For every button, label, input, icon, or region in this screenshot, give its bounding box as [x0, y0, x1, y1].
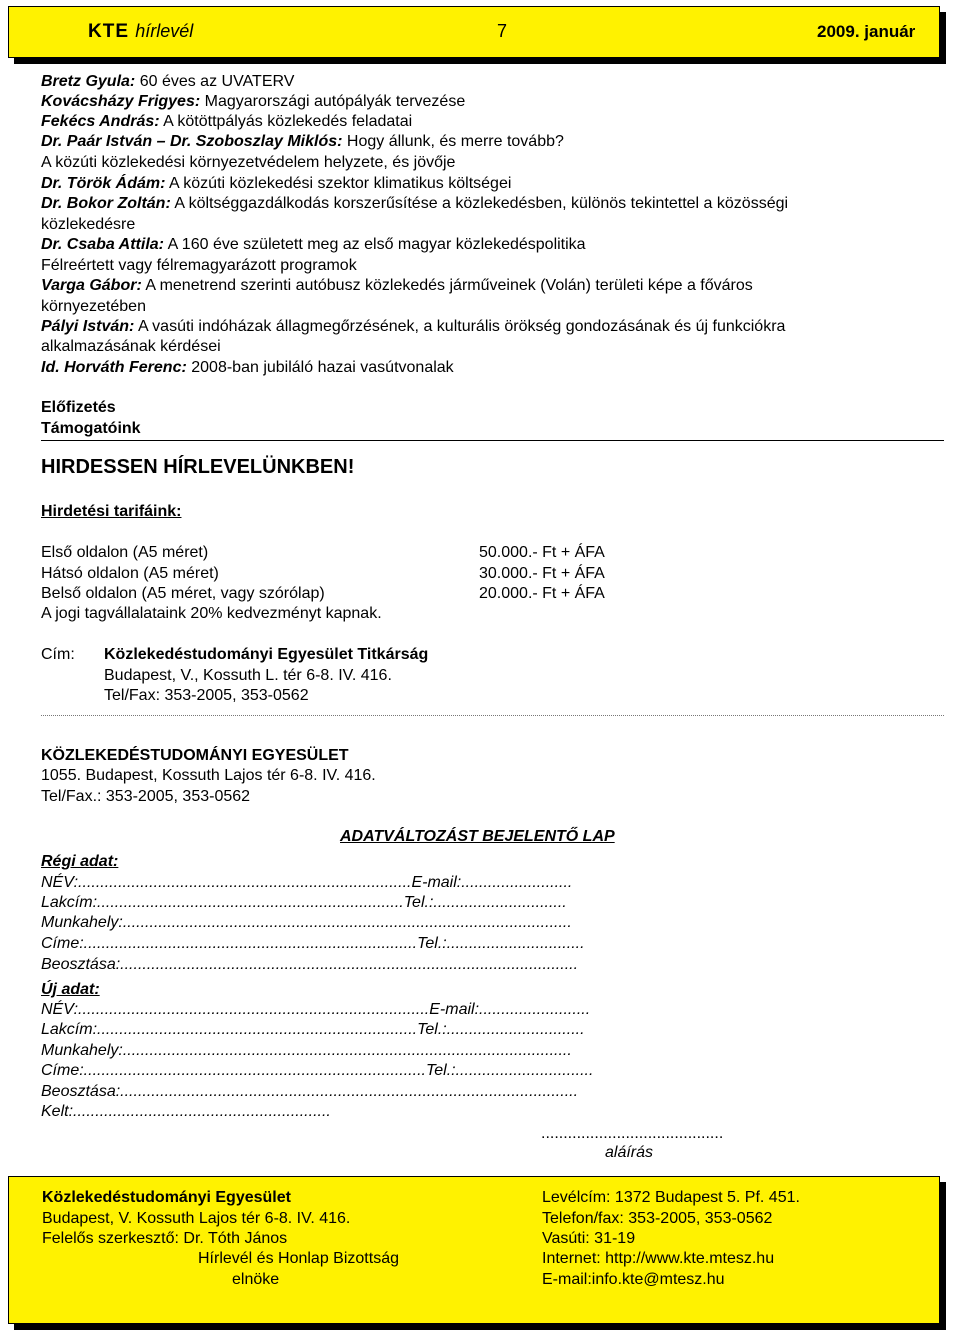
footer-website-link[interactable]: Internet: http://www.kte.mtesz.hu [542, 1250, 775, 1267]
tariff-price: 30.000.- Ft + ÁFA [479, 565, 605, 582]
list-item: Dr. Török Ádám: A közúti közlekedési szektor klimatikus költségei [41, 175, 512, 192]
issue-date: 2009. január [817, 22, 916, 41]
tariff-title: Hirdetési tarifáink: [41, 503, 182, 520]
org-address: 1055. Budapest, Kossuth Lajos tér 6-8. IV. 416. [41, 767, 376, 784]
tariff-label: Első oldalon (A5 méret) [41, 544, 209, 561]
list-item: Dr. Bokor Zoltán: A költséggazdálkodás korszerűsítése a közlekedésben, különös tekintettel a közösségi [41, 195, 789, 212]
footer-role: elnöke [232, 1271, 280, 1288]
footer-box [8, 1176, 940, 1324]
form-field-row[interactable]: Munkahely:..................................................................................................... [41, 1042, 572, 1059]
org-name: KÖZLEKEDÉSTUDOMÁNYI EGYESÜLET [41, 747, 349, 764]
footer-org: Közlekedéstudományi Egyesület [42, 1189, 291, 1206]
address-label: Cím: [41, 646, 75, 663]
form-field-row[interactable]: Lakcím:........................................................................Tel.:............................... [41, 1021, 585, 1038]
address-org: Közlekedéstudományi Egyesület Titkárság [104, 646, 429, 663]
discount-note: A jogi tagvállalataink 20% kedvezményt kapnak. [41, 605, 382, 622]
section-elofizetes: Előfizetés [41, 399, 116, 416]
footer-address: Budapest, V. Kossuth Lajos tér 6-8. IV. 416. [42, 1210, 351, 1227]
list-item: alkalmazásának kérdései [41, 338, 221, 355]
form-field-row[interactable]: Beosztása:....................................................................................................... [41, 1083, 579, 1100]
address-phone: Tel/Fax: 353-2005, 353-0562 [104, 687, 309, 704]
list-item: A közúti közlekedési környezetvédelem helyzete, és jövője [41, 154, 456, 171]
divider [41, 440, 944, 441]
ad-headline: HIRDESSEN HÍRLEVELÜNKBEN! [41, 456, 355, 478]
list-item: közlekedésre [41, 216, 136, 233]
tariff-label: Belső oldalon (A5 méret, vagy szórólap) [41, 585, 325, 602]
footer-mail-address: Levélcím: 1372 Budapest 5. Pf. 451. [542, 1189, 800, 1206]
header-bar [8, 6, 940, 58]
footer-committee: Hírlevél és Honlap Bizottság [198, 1250, 399, 1267]
list-item: Fekécs András: A kötöttpályás közlekedés feladatai [41, 113, 413, 130]
list-item: Bretz Gyula: 60 éves az UVATERV [41, 73, 295, 90]
list-item: környezetében [41, 298, 146, 315]
form-field-row[interactable]: Címe:.............................................................................Tel.:............................... [41, 1062, 594, 1079]
list-item: Dr. Paár István – Dr. Szoboszlay Miklós: Hogy állunk, és merre tovább? [41, 133, 564, 150]
form-field-row[interactable]: Beosztása:....................................................................................................... [41, 956, 579, 973]
brand-logo: KTE hírlevél [88, 21, 194, 42]
list-item: Id. Horváth Ferenc: 2008-ban jubiláló hazai vasútvonalak [41, 359, 454, 376]
form-field-row[interactable]: Lakcím:.....................................................................Tel.:.............................. [41, 894, 567, 911]
footer-editor: Felelős szerkesztő: Dr. Tóth János [42, 1230, 288, 1247]
list-item: Pályi István: A vasúti indóházak állagmegőrzésének, a kulturális örökség gondozásának és új funkciókra [41, 318, 786, 335]
list-item: Félreértett vagy félremagyarázott programok [41, 257, 357, 274]
form-field-row[interactable]: NÉV:...........................................................................E-mail:......................... [41, 874, 573, 891]
new-data-title: Új adat: [41, 981, 100, 998]
list-item: Kovácsházy Frigyes: Magyarországi autópályák tervezése [41, 93, 466, 110]
list-item: Dr. Csaba Attila: A 160 éve született meg az első magyar közlekedéspolitika [41, 236, 586, 253]
org-phone: Tel/Fax.: 353-2005, 353-0562 [41, 788, 251, 805]
old-data-title: Régi adat: [41, 853, 119, 870]
divider [41, 715, 944, 716]
form-field-row[interactable]: NÉV:...............................................................................E-mail:......................... [41, 1001, 591, 1018]
list-item: Varga Gábor: A menetrend szerinti autóbusz közlekedés járműveinek (Volán) területi képe a főváros [41, 277, 753, 294]
form-field-row[interactable]: Címe:...........................................................................Tel.:............................... [41, 935, 585, 952]
signature-line[interactable]: ......................................... [541, 1125, 724, 1142]
footer-email-link[interactable]: E-mail:info.kte@mtesz.hu [542, 1271, 725, 1288]
section-tamogatoink: Támogatóink [41, 420, 141, 437]
form-title: ADATVÁLTOZÁST BEJELENTŐ LAP [340, 828, 615, 845]
footer-rail-phone: Vasúti: 31-19 [542, 1230, 636, 1247]
tariff-label: Hátsó oldalon (A5 méret) [41, 565, 219, 582]
signature-label: aláírás [605, 1144, 654, 1161]
page-number: 7 [497, 21, 508, 41]
form-date-field[interactable]: Kelt:.......................................................... [41, 1103, 331, 1120]
form-field-row[interactable]: Munkahely:..................................................................................................... [41, 914, 572, 931]
tariff-price: 20.000.- Ft + ÁFA [479, 585, 605, 602]
address-line: Budapest, V., Kossuth L. tér 6-8. IV. 416. [104, 667, 392, 684]
tariff-price: 50.000.- Ft + ÁFA [479, 544, 605, 561]
footer-phone: Telefon/fax: 353-2005, 353-0562 [542, 1210, 773, 1227]
